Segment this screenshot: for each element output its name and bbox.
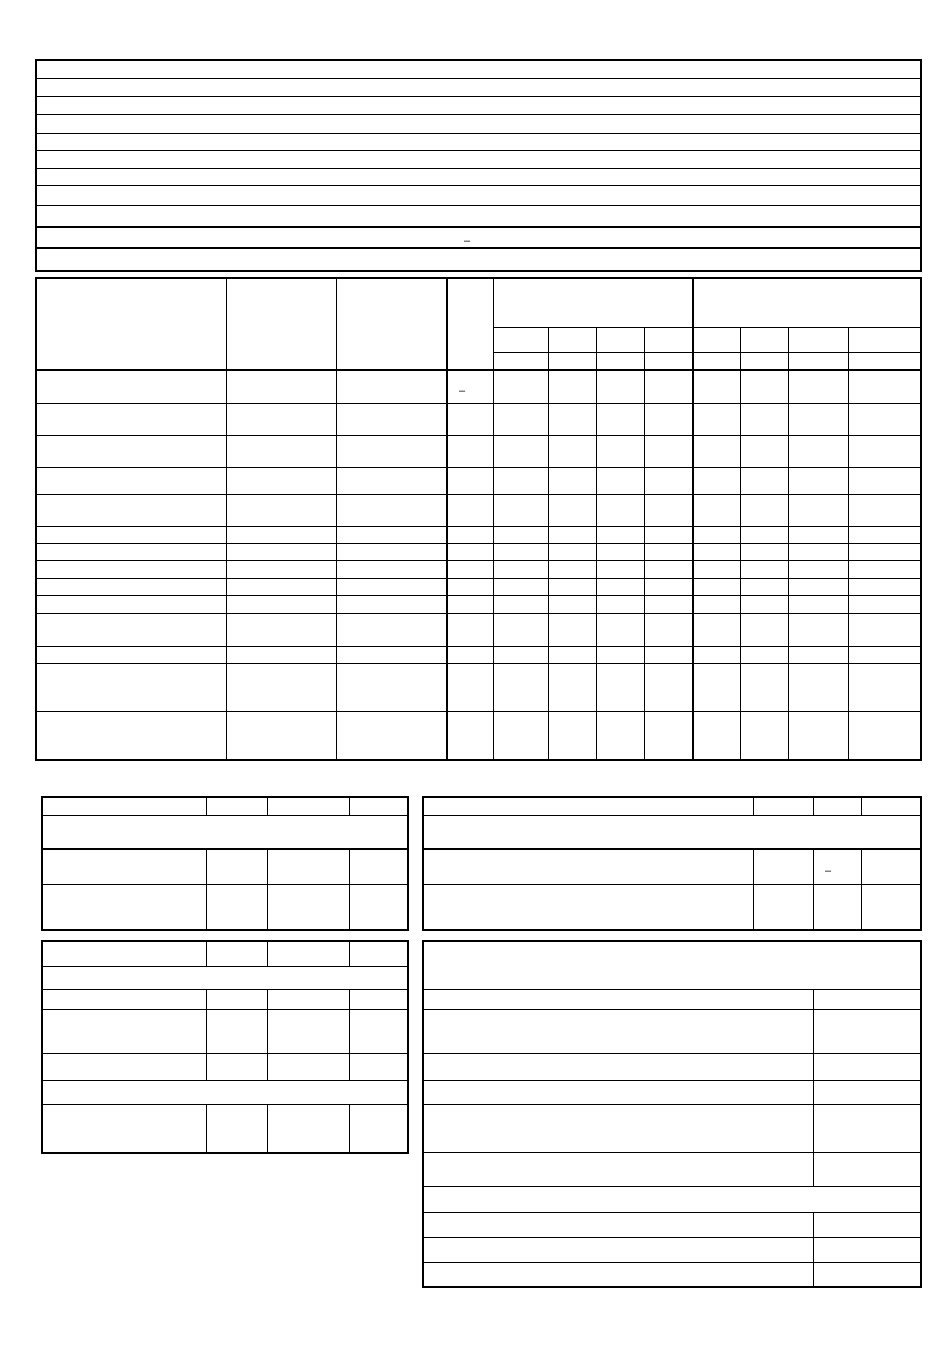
table-col-line (813, 989, 814, 1186)
header-row-line (37, 96, 920, 97)
table-col-line (753, 798, 754, 815)
grid-col-line (226, 279, 227, 759)
table-row-line (43, 848, 407, 850)
grid-row-line (37, 646, 920, 647)
table-row-line (424, 1053, 920, 1054)
table-row-line (424, 1152, 920, 1153)
grid-col-line (446, 279, 448, 759)
grid-header-line (493, 327, 922, 328)
table-col-line (206, 942, 207, 966)
table-col-line (349, 1104, 350, 1152)
table-col-line (349, 798, 350, 815)
grid-row-line (37, 560, 920, 561)
table-col-line (267, 1104, 268, 1152)
header-row-line (37, 247, 920, 249)
table-col-line (267, 848, 268, 929)
grid-row-line (37, 595, 920, 596)
table-col-line (861, 848, 862, 929)
table-col-line (349, 942, 350, 966)
table-row-line (424, 1080, 920, 1081)
table-col-line (813, 848, 814, 929)
table-row-line (424, 1186, 920, 1187)
header-row-line (37, 114, 920, 115)
grid-row-line (37, 578, 920, 579)
table-col-line (206, 848, 207, 929)
table-row-line (43, 966, 407, 967)
table-row-line (424, 848, 920, 850)
table-col-line (349, 989, 350, 1080)
table-row-line (424, 1262, 920, 1263)
table-col-line (206, 798, 207, 815)
table-col-line (753, 848, 754, 929)
table-row-line (43, 815, 407, 816)
grid-row-line (37, 526, 920, 527)
grid-marker: – (459, 385, 466, 397)
header-row-line (37, 150, 920, 151)
table-row-line (43, 1009, 407, 1010)
table-col-line (267, 989, 268, 1080)
table-col-line (813, 1212, 814, 1286)
table-row-line (424, 815, 920, 816)
header-row-line (37, 168, 920, 169)
grid-row-line (37, 467, 920, 468)
table-marker: – (825, 865, 832, 877)
lower-right-table-1 (422, 796, 922, 931)
grid-row-line (37, 613, 920, 614)
grid-col-line (692, 279, 694, 759)
table-col-line (861, 798, 862, 815)
table-row-line (43, 1104, 407, 1105)
grid-row-line (37, 543, 920, 544)
header-row-line (37, 185, 920, 186)
table-col-line (267, 798, 268, 815)
table-row-line (424, 1212, 920, 1213)
table-col-line (813, 798, 814, 815)
table-col-line (206, 1104, 207, 1152)
header-row-line (37, 226, 920, 228)
header-marker: – (464, 235, 471, 247)
table-row-line (43, 1053, 407, 1054)
header-row-line (37, 133, 920, 134)
grid-row-line (37, 711, 920, 712)
lower-right-table-2 (422, 940, 922, 1288)
table-row-line (424, 1237, 920, 1238)
table-col-line (206, 989, 207, 1080)
grid-header-line (493, 352, 922, 353)
table-col-line (267, 942, 268, 966)
table-row-line (43, 1080, 407, 1081)
grid-col-line (336, 279, 337, 759)
main-data-grid (35, 277, 922, 761)
table-row-line (424, 989, 920, 990)
header-row-line (37, 78, 920, 79)
table-row-line (424, 1104, 920, 1105)
lower-left-table-1 (41, 796, 409, 931)
header-row-line (37, 205, 920, 206)
form-header-block (35, 59, 922, 272)
grid-row-line (37, 494, 920, 495)
table-row-line (43, 989, 407, 990)
grid-row-line (37, 663, 920, 664)
table-col-line (349, 848, 350, 929)
grid-col-line (493, 279, 494, 759)
grid-row-line (37, 403, 920, 404)
table-row-line (424, 1009, 920, 1010)
table-row-line (424, 884, 920, 885)
lower-left-table-2 (41, 940, 409, 1154)
table-row-line (43, 884, 407, 885)
grid-header-bottom (37, 369, 920, 371)
grid-row-line (37, 435, 920, 436)
